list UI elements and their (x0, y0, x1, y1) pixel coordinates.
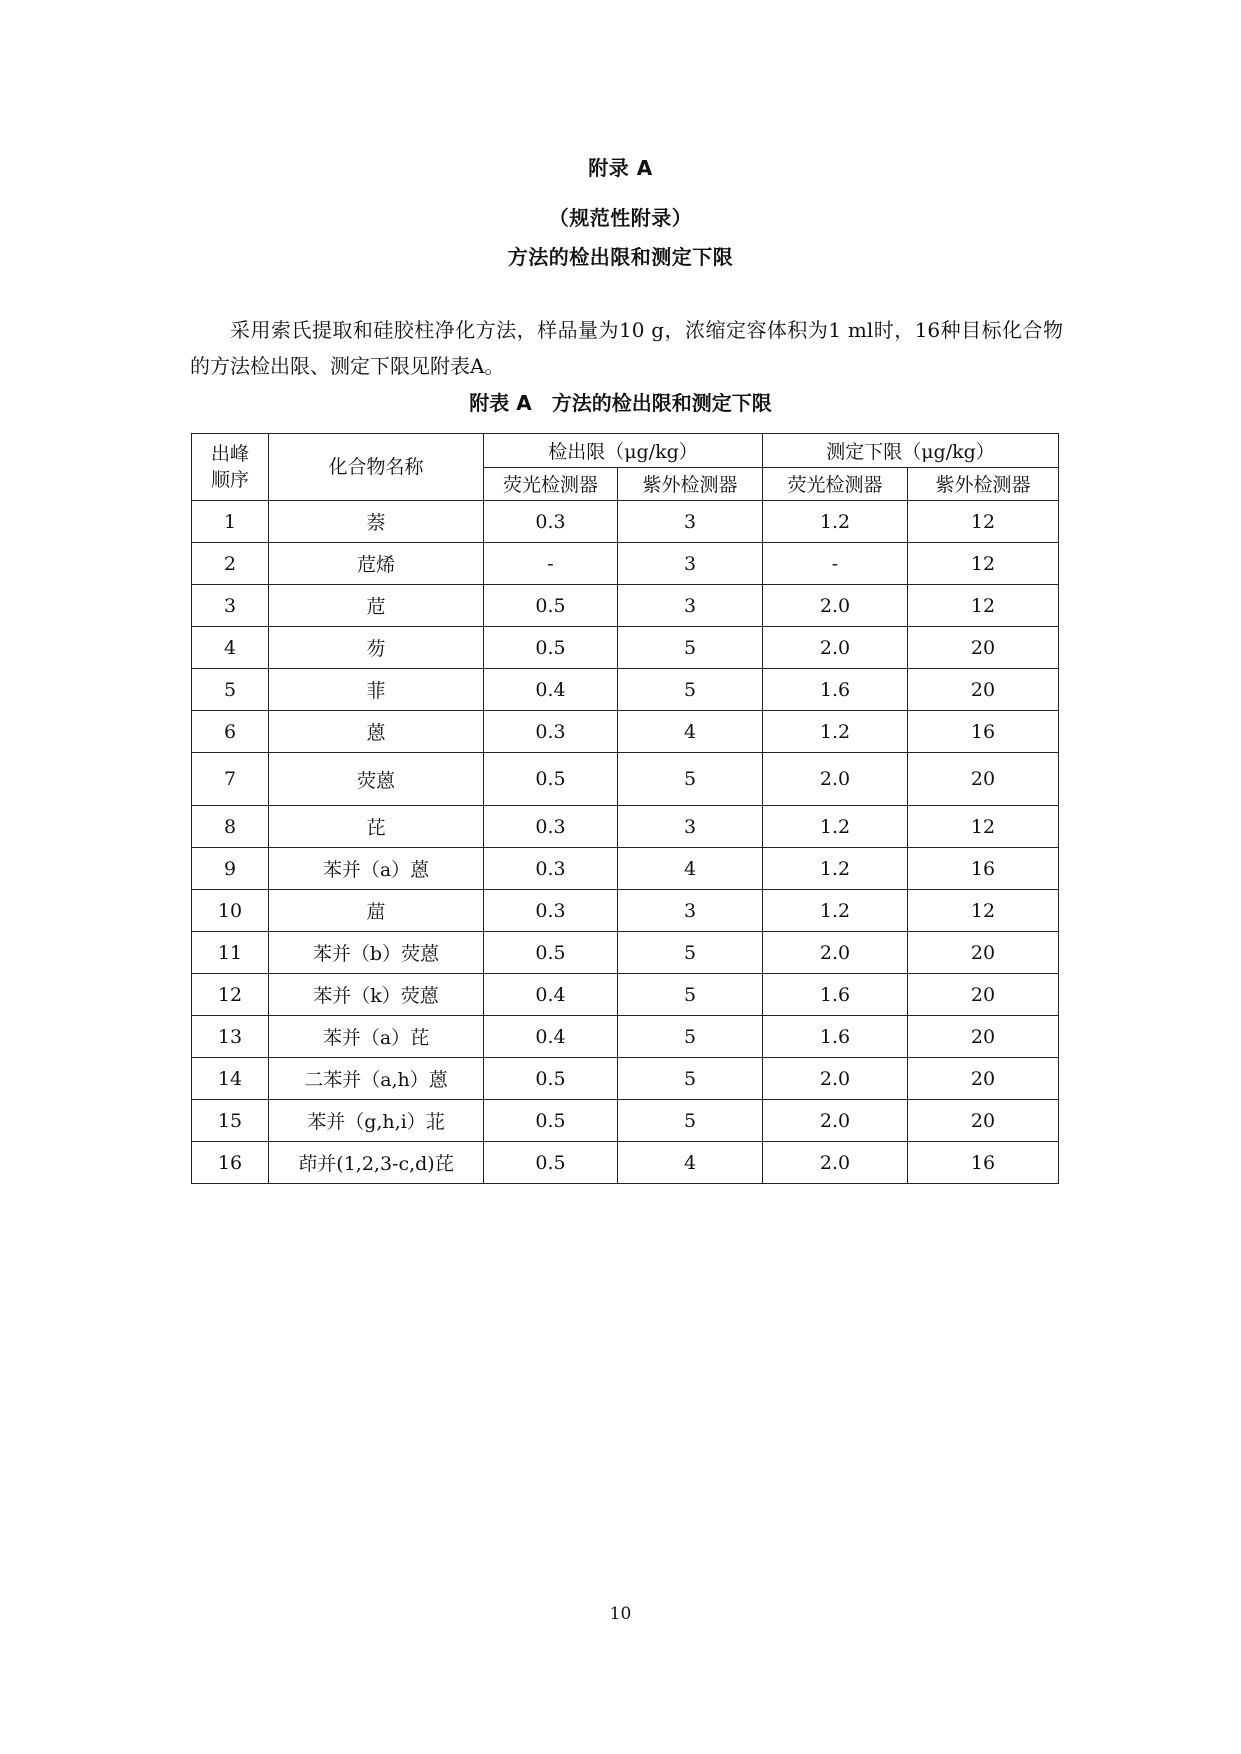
cell-order: 6 (192, 711, 269, 753)
cell-dl-uv: 5 (618, 627, 763, 669)
header-dl-fluorescence: 荧光检测器 (484, 467, 618, 501)
cell-ql-fluorescence: 1.6 (763, 669, 908, 711)
cell-order: 8 (192, 806, 269, 848)
table-caption: 附表 A 方法的检出限和测定下限 (469, 391, 772, 415)
cell-ql-fluorescence: 1.2 (763, 890, 908, 932)
cell-dl-fluorescence: 0.5 (484, 932, 618, 974)
cell-compound: 菲 (269, 669, 484, 711)
cell-dl-fluorescence: 0.3 (484, 806, 618, 848)
cell-compound: 芴 (269, 627, 484, 669)
cell-ql-uv: 16 (908, 711, 1059, 753)
table-row (192, 848, 1059, 890)
table-row (192, 669, 1059, 711)
cell-dl-fluorescence: 0.5 (484, 627, 618, 669)
cell-ql-fluorescence: 2.0 (763, 627, 908, 669)
cell-dl-uv: 5 (618, 1058, 763, 1100)
cell-ql-uv: 20 (908, 1016, 1059, 1058)
cell-dl-fluorescence: 0.5 (484, 1100, 618, 1142)
cell-ql-uv: 20 (908, 753, 1059, 806)
cell-ql-fluorescence: 1.2 (763, 848, 908, 890)
cell-compound: 苊烯 (269, 543, 484, 585)
cell-dl-uv: 5 (618, 1100, 763, 1142)
table-row (192, 932, 1059, 974)
cell-dl-fluorescence: 0.3 (484, 848, 618, 890)
table-row (192, 890, 1059, 932)
cell-dl-fluorescence: - (484, 543, 618, 585)
cell-dl-fluorescence: 0.5 (484, 1058, 618, 1100)
cell-order: 4 (192, 627, 269, 669)
cell-dl-uv: 5 (618, 974, 763, 1016)
intro-paragraph: 采用索氏提取和硅胶柱净化方法，样品量为10 g，浓缩定容体积为1 ml时，16种目标化合物的方法检出限、测定下限见附表A。 (190, 318, 1063, 378)
cell-ql-uv: 12 (908, 806, 1059, 848)
table-row (192, 1058, 1059, 1100)
cell-dl-uv: 3 (618, 806, 763, 848)
cell-dl-fluorescence: 0.4 (484, 974, 618, 1016)
table-row (192, 543, 1059, 585)
table-row (192, 974, 1059, 1016)
header-order: 出峰 顺序 (192, 434, 269, 501)
cell-ql-fluorescence: 1.2 (763, 501, 908, 543)
cell-order: 5 (192, 669, 269, 711)
cell-order: 10 (192, 890, 269, 932)
cell-dl-fluorescence: 0.3 (484, 711, 618, 753)
cell-ql-fluorescence: 1.6 (763, 974, 908, 1016)
page-number: 10 (609, 1604, 632, 1624)
cell-compound: 苯并（g,h,i）苝 (269, 1100, 484, 1142)
cell-dl-uv: 5 (618, 932, 763, 974)
cell-ql-fluorescence: 1.2 (763, 806, 908, 848)
cell-dl-fluorescence: 0.5 (484, 753, 618, 806)
cell-compound: 苯并（k）荧蒽 (269, 974, 484, 1016)
cell-compound: 芘 (269, 806, 484, 848)
cell-order: 11 (192, 932, 269, 974)
cell-dl-uv: 4 (618, 848, 763, 890)
cell-order: 1 (192, 501, 269, 543)
cell-dl-fluorescence: 0.5 (484, 585, 618, 627)
cell-dl-fluorescence: 0.4 (484, 669, 618, 711)
cell-ql-fluorescence: 2.0 (763, 1142, 908, 1184)
table-body (192, 501, 1059, 1184)
cell-ql-fluorescence: 2.0 (763, 1058, 908, 1100)
cell-ql-uv: 12 (908, 543, 1059, 585)
cell-dl-uv: 3 (618, 890, 763, 932)
cell-compound: 荧蒽 (269, 753, 484, 806)
table-row (192, 1016, 1059, 1058)
cell-compound: 苯并（a）蒽 (269, 848, 484, 890)
cell-ql-uv: 16 (908, 848, 1059, 890)
header-compound: 化合物名称 (269, 434, 484, 501)
cell-dl-uv: 3 (618, 501, 763, 543)
cell-ql-uv: 20 (908, 932, 1059, 974)
table-row (192, 627, 1059, 669)
cell-ql-uv: 20 (908, 1100, 1059, 1142)
cell-compound: 苊 (269, 585, 484, 627)
cell-order: 13 (192, 1016, 269, 1058)
cell-dl-fluorescence: 0.3 (484, 501, 618, 543)
header-quantitation-limit: 测定下限（μg/kg） (763, 434, 1059, 468)
cell-compound: 苯并（b）荧蒽 (269, 932, 484, 974)
cell-dl-uv: 3 (618, 543, 763, 585)
header-detection-limit: 检出限（μg/kg） (484, 434, 763, 468)
cell-dl-uv: 4 (618, 711, 763, 753)
cell-ql-fluorescence: - (763, 543, 908, 585)
cell-order: 16 (192, 1142, 269, 1184)
cell-order: 9 (192, 848, 269, 890)
table-row (192, 806, 1059, 848)
table-row (192, 585, 1059, 627)
table-row (192, 711, 1059, 753)
cell-ql-uv: 12 (908, 890, 1059, 932)
cell-order: 2 (192, 543, 269, 585)
appendix-subtitle: （规范性附录） (548, 206, 693, 230)
appendix-heading: 方法的检出限和测定下限 (507, 245, 734, 269)
cell-ql-fluorescence: 1.6 (763, 1016, 908, 1058)
appendix-title: 附录 A (588, 156, 653, 180)
cell-dl-uv: 5 (618, 1016, 763, 1058)
cell-compound: 䓛 (269, 890, 484, 932)
cell-ql-uv: 12 (908, 585, 1059, 627)
limits-table (191, 433, 1059, 1184)
cell-order: 12 (192, 974, 269, 1016)
table-row (192, 1142, 1059, 1184)
cell-order: 3 (192, 585, 269, 627)
cell-dl-fluorescence: 0.3 (484, 890, 618, 932)
cell-compound: 二苯并（a,h）蒽 (269, 1058, 484, 1100)
cell-ql-uv: 20 (908, 974, 1059, 1016)
cell-ql-fluorescence: 2.0 (763, 932, 908, 974)
table-row (192, 501, 1059, 543)
cell-ql-fluorescence: 2.0 (763, 1100, 908, 1142)
table-row (192, 753, 1059, 806)
cell-order: 15 (192, 1100, 269, 1142)
header-ql-uv: 紫外检测器 (908, 467, 1059, 501)
cell-ql-fluorescence: 2.0 (763, 753, 908, 806)
cell-dl-uv: 5 (618, 753, 763, 806)
header-ql-fluorescence: 荧光检测器 (763, 467, 908, 501)
cell-dl-fluorescence: 0.5 (484, 1142, 618, 1184)
cell-ql-uv: 12 (908, 501, 1059, 543)
cell-dl-uv: 4 (618, 1142, 763, 1184)
cell-dl-fluorescence: 0.4 (484, 1016, 618, 1058)
cell-ql-uv: 16 (908, 1142, 1059, 1184)
cell-order: 14 (192, 1058, 269, 1100)
cell-dl-uv: 3 (618, 585, 763, 627)
cell-ql-uv: 20 (908, 627, 1059, 669)
cell-ql-uv: 20 (908, 1058, 1059, 1100)
header-dl-uv: 紫外检测器 (618, 467, 763, 501)
cell-compound: 蒽 (269, 711, 484, 753)
table-row (192, 1100, 1059, 1142)
cell-ql-fluorescence: 1.2 (763, 711, 908, 753)
table-header (192, 434, 1059, 501)
cell-order: 7 (192, 753, 269, 806)
cell-dl-uv: 5 (618, 669, 763, 711)
cell-compound: 茚并(1,2,3-c,d)芘 (269, 1142, 484, 1184)
cell-compound: 萘 (269, 501, 484, 543)
cell-ql-uv: 20 (908, 669, 1059, 711)
cell-ql-fluorescence: 2.0 (763, 585, 908, 627)
cell-compound: 苯并（a）芘 (269, 1016, 484, 1058)
